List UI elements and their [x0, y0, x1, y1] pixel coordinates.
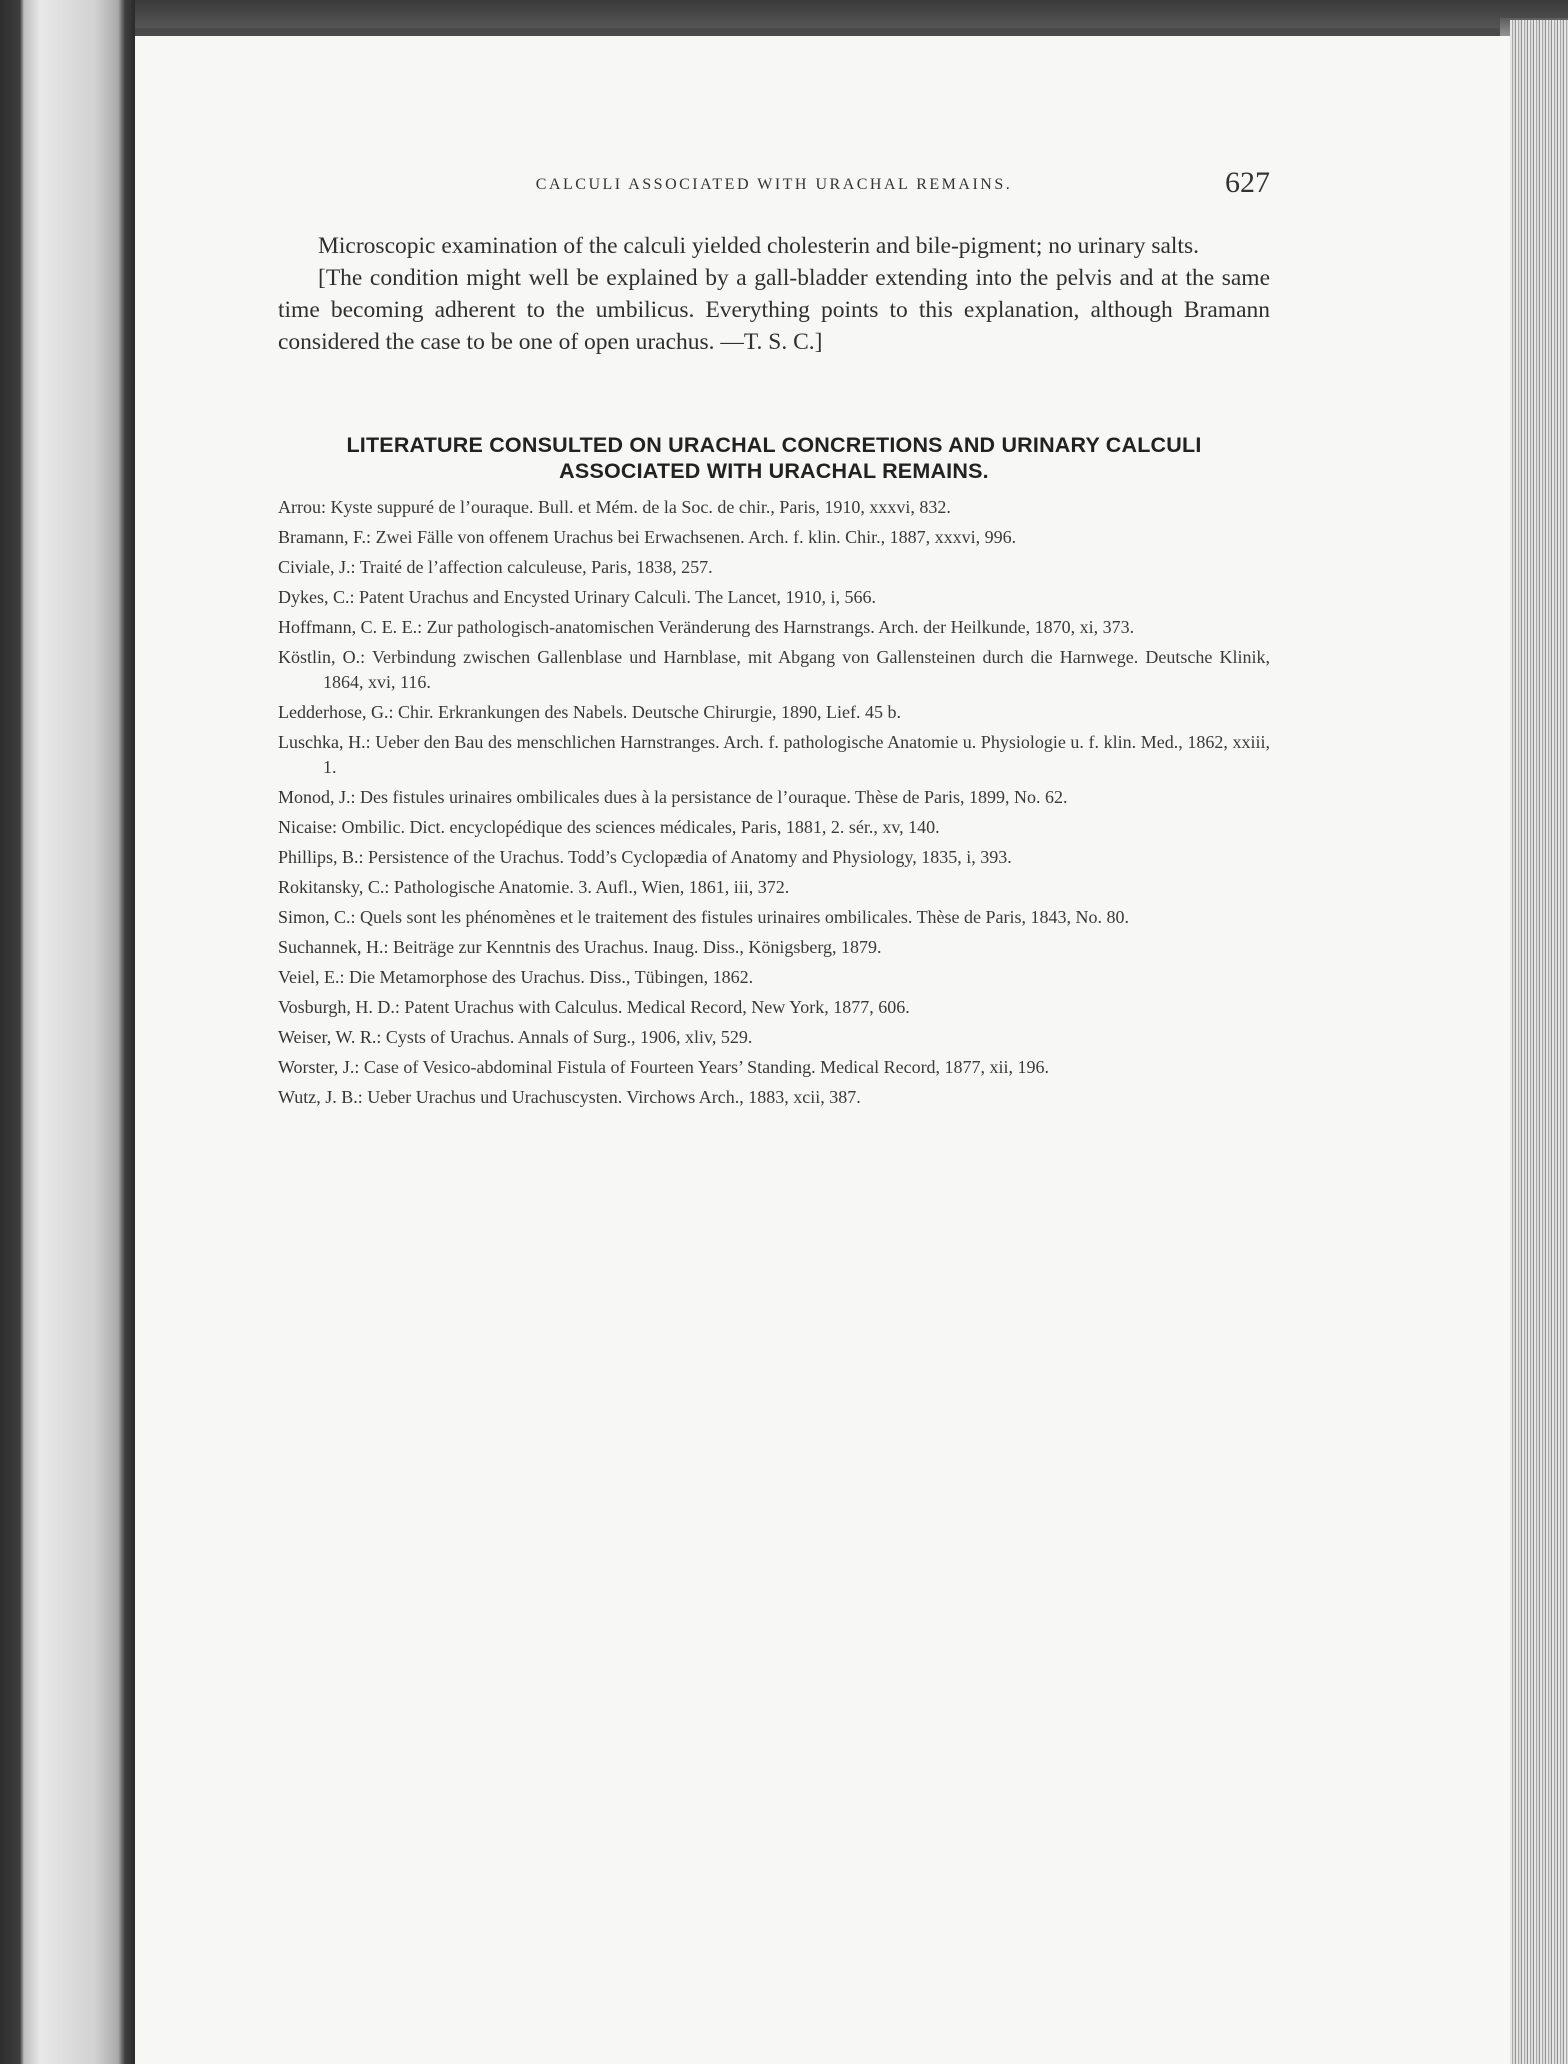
reference-entry	[278, 785, 1270, 810]
reference-entry	[278, 905, 1270, 930]
literature-heading	[278, 432, 1270, 484]
reference-citation: Case of Vesico-abdominal Fistula of Fourteen Years’ Standing. Medical Record, 1877, xii, 196.	[363, 1057, 1050, 1077]
reference-author: Dykes, C.:	[278, 587, 355, 607]
reference-author: Arrou:	[278, 497, 326, 517]
reference-citation: Die Metamorphose des Urachus. Diss., Tübingen, 1862.	[348, 967, 754, 987]
reference-citation: Zur pathologisch-anatomischen Veränderung des Harnstrangs. Arch. der Heilkunde, 1870, xi, 373.	[426, 617, 1135, 637]
reference-author: Civiale, J.:	[278, 557, 356, 577]
reference-citation: Zwei Fälle von offenem Urachus bei Erwachsenen. Arch. f. klin. Chir., 1887, xxxvi, 996.	[375, 527, 1017, 547]
reference-entry	[278, 1085, 1270, 1110]
reference-citation: Ueber den Bau des menschlichen Harnstranges. Arch. f. pathologische Anatomie u. Physiologie u. f. klin. Med., 1862, xxiii, 1.	[323, 732, 1271, 777]
book-binding-gutter	[0, 0, 135, 2064]
reference-entry	[278, 555, 1270, 580]
reference-entry	[278, 700, 1270, 725]
scan-background	[0, 0, 1568, 28]
reference-entry	[278, 815, 1270, 840]
page-number: 627	[1225, 166, 1270, 199]
reference-author: Suchannek, H.:	[278, 937, 389, 957]
reference-author: Köstlin, O.:	[278, 647, 366, 667]
reference-author: Simon, C.:	[278, 907, 356, 927]
reference-citation: Quels sont les phénomènes et le traitement des fistules urinaires ombilicales. Thèse de Paris, 1843, No. 80.	[360, 907, 1130, 927]
page-content	[278, 166, 1270, 1115]
running-head	[278, 166, 1270, 206]
reference-entry	[278, 875, 1270, 900]
reference-entry	[278, 730, 1270, 780]
reference-citation: Cysts of Urachus. Annals of Surg., 1906, xliv, 529.	[385, 1027, 753, 1047]
reference-citation: Pathologische Anatomie. 3. Aufl., Wien, 1861, iii, 372.	[393, 877, 790, 897]
literature-heading-line2: ASSOCIATED WITH URACHAL REMAINS.	[559, 459, 989, 483]
reference-entry	[278, 495, 1270, 520]
reference-citation: Persistence of the Urachus. Todd’s Cyclopædia of Anatomy and Physiology, 1835, i, 393.	[368, 847, 1012, 867]
body-text	[278, 230, 1270, 358]
reference-entry	[278, 645, 1270, 695]
literature-heading-line1: LITERATURE CONSULTED ON URACHAL CONCRETIONS AND URINARY CALCULI	[346, 433, 1202, 457]
reference-citation: Patent Urachus with Calculus. Medical Record, New York, 1877, 606.	[404, 997, 910, 1017]
reference-entry	[278, 615, 1270, 640]
reference-citation: Chir. Erkrankungen des Nabels. Deutsche Chirurgie, 1890, Lief. 45 b.	[397, 702, 902, 722]
reference-citation: Patent Urachus and Encysted Urinary Calculi. The Lancet, 1910, i, 566.	[359, 587, 877, 607]
paragraph-editorial-note: [The condition might well be explained by a gall-bladder extending into the pelvis and at the same time becoming adherent to the umbilicus. Everything points to this explanation, although Bramann considered the case to be one of open urachus. —T. S. C.]	[278, 265, 1270, 355]
page-stack-edge	[1510, 20, 1568, 2064]
reference-citation: Ombilic. Dict. encyclopédique des sciences médicales, Paris, 1881, 2. sér., xv, 140.	[341, 817, 940, 837]
reference-entry	[278, 845, 1270, 870]
reference-author: Rokitansky, C.:	[278, 877, 390, 897]
reference-citation: Traité de l’affection calculeuse, Paris, 1838, 257.	[359, 557, 713, 577]
reference-entry	[278, 965, 1270, 990]
reference-entry	[278, 1025, 1270, 1050]
reference-author: Nicaise:	[278, 817, 337, 837]
reference-author: Wutz, J. B.:	[278, 1087, 363, 1107]
running-title: CALCULI ASSOCIATED WITH URACHAL REMAINS.	[535, 176, 1013, 193]
paragraph-microscopic: Microscopic examination of the calculi yielded cholesterin and bile-pigment; no urinary salts.	[318, 233, 1199, 259]
reference-author: Hoffmann, C. E. E.:	[278, 617, 423, 637]
reference-citation: Des fistules urinaires ombilicales dues à la persistance de l’ouraque. Thèse de Paris, 1899, No. 62.	[360, 787, 1068, 807]
reference-author: Bramann, F.:	[278, 527, 372, 547]
reference-author: Monod, J.:	[278, 787, 356, 807]
reference-author: Luschka, H.:	[278, 732, 371, 752]
reference-author: Vosburgh, H. D.:	[278, 997, 400, 1017]
reference-list	[278, 495, 1270, 1110]
reference-citation: Ueber Urachus und Urachuscysten. Virchows Arch., 1883, xcii, 387.	[367, 1087, 861, 1107]
reference-citation: Beiträge zur Kenntnis des Urachus. Inaug. Diss., Königsberg, 1879.	[392, 937, 882, 957]
reference-citation: Kyste suppuré de l’ouraque. Bull. et Mém. de la Soc. de chir., Paris, 1910, xxxvi, 832.	[330, 497, 951, 517]
reference-author: Veiel, E.:	[278, 967, 345, 987]
reference-author: Phillips, B.:	[278, 847, 364, 867]
reference-citation: Verbindung zwischen Gallenblase und Harnblase, mit Abgang von Gallensteinen durch die Harnwege. Deutsche Klinik, 1864, xvi, 116.	[323, 647, 1270, 692]
reference-entry	[278, 995, 1270, 1020]
reference-entry	[278, 1055, 1270, 1080]
reference-entry	[278, 525, 1270, 550]
reference-entry	[278, 935, 1270, 960]
reference-author: Ledderhose, G.:	[278, 702, 394, 722]
reference-author: Worster, J.:	[278, 1057, 360, 1077]
reference-author: Weiser, W. R.:	[278, 1027, 382, 1047]
reference-entry	[278, 585, 1270, 610]
